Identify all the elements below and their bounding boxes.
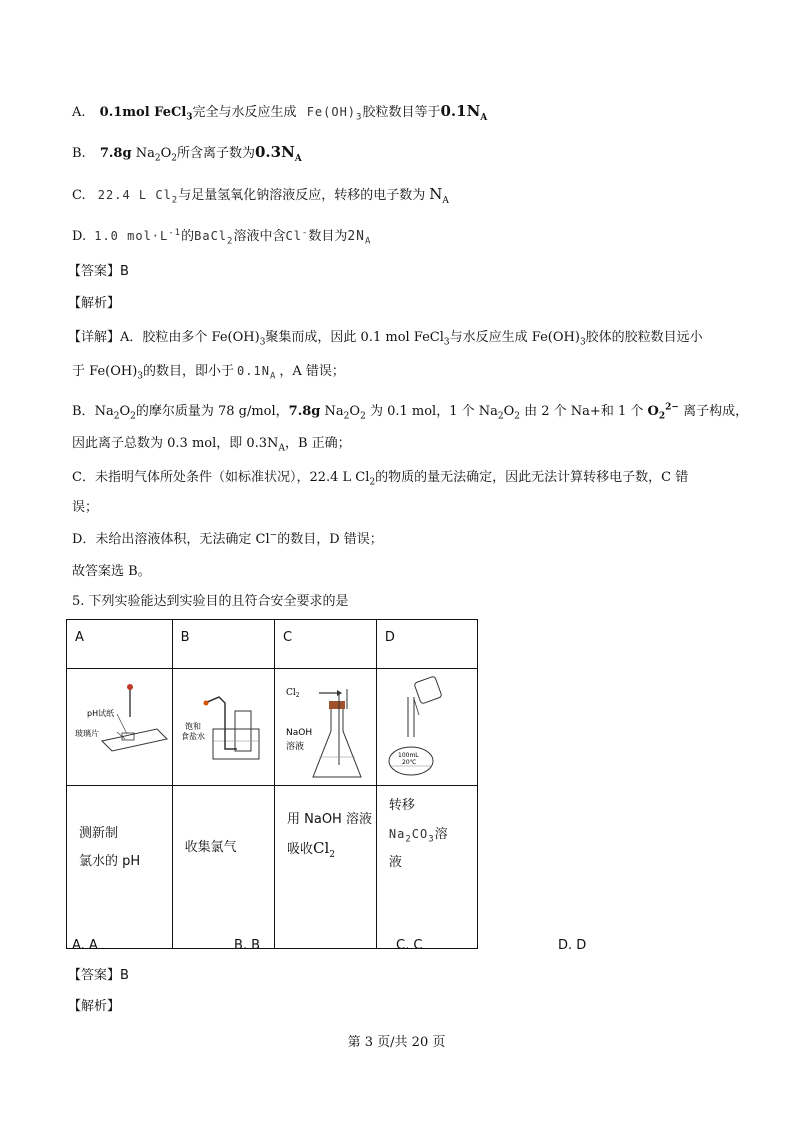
cell-a-text: 测新制 氯水的 pH	[67, 786, 173, 949]
answer-2	[68, 966, 129, 986]
detail-b-line1: B．$Na_2O_2$的摩尔质量为 78 g/mol，7.8g $Na_2O_2$ 为 0.1 mol，1 个 $Na_2O_2$ 由 2 个 Na+和 1 个 $O_2^{2-}$ 离子构成，	[72, 402, 749, 422]
cell-d-text: 转移 $Na_2CO_3$溶 液	[376, 786, 477, 949]
svg-text:饱和: 饱和	[184, 722, 201, 731]
value: $N_A$	[429, 185, 449, 206]
concentration: 1.0 $mol\cdot L^{-1}$	[94, 228, 182, 243]
option-text: 所含离子数为	[176, 146, 255, 161]
question-5-stem: 5. 下列实验能达到实验目的且符合安全要求的是	[72, 594, 349, 609]
answer-tag: 【答案】	[68, 968, 121, 983]
ph-test-illustration	[67, 669, 174, 785]
option-text: 溶液中含	[233, 229, 286, 244]
image-d	[376, 669, 477, 786]
detail-b-line2: 因此离子总数为 0.3 mol，即 $0.3N_A$，B 正确；	[72, 436, 351, 454]
analysis-tag-1: 【解析】	[68, 296, 121, 311]
formula: $Na_2O_2$	[135, 146, 177, 164]
option-text: 完全与水反应生成	[192, 105, 297, 120]
choice-a: A. A	[72, 938, 98, 953]
option-text: 胶粒数目等于	[362, 105, 441, 120]
gas: 22.4 L $Cl_2$	[97, 188, 179, 206]
solution-transfer-illustration	[377, 669, 475, 785]
header-c: C	[275, 620, 377, 669]
choice-b: B. B	[234, 938, 261, 953]
image-a	[67, 669, 173, 786]
header-b: B	[172, 620, 274, 669]
cell-c-text: 用 NaOH 溶液 吸收$Cl_2$	[275, 786, 377, 949]
svg-text:20℃: 20℃	[401, 759, 417, 766]
detail-c-line1: C．未指明气体所处条件（如标准状况），22.4 L $Cl_2$的物质的量无法确定，因此无法计算转移电子数，C 错	[72, 470, 689, 488]
cell-b-text: 收集氯气	[172, 786, 274, 949]
mass: 7.8g	[99, 146, 132, 161]
answer-value: B	[120, 968, 129, 983]
detail-a-line1: 【详解】A．胶粒由多个 $Fe(OH)_3$聚集而成，因此 0.1 mol FeCl$_3$与水反应生成 $Fe(OH)_3$胶体的胶粒数目远小	[68, 330, 703, 348]
ion: Cl-	[285, 228, 309, 243]
experiment-table	[66, 619, 478, 949]
option-b	[72, 142, 302, 164]
detail-a-line2: 于 $Fe(OH)_3$的数目，即小于 $0.1N_A$ ，A 错误；	[72, 364, 345, 382]
table-image-row	[67, 669, 478, 786]
header-a: A	[67, 620, 173, 669]
table-header-row	[67, 620, 478, 669]
option-text: 与足量氢氧化钠溶液反应，转移的电子数为	[178, 188, 426, 203]
detail-d-line: D．未给出溶液体积，无法确定 Cl−的数目，D 错误；	[72, 530, 383, 547]
option-label: A.	[72, 105, 86, 120]
table-text-row	[67, 786, 478, 949]
detail-c-line2: 误；	[72, 500, 99, 515]
svg-text:溶液: 溶液	[286, 742, 305, 752]
value: $0.1N_A$	[440, 102, 488, 123]
value: $2N_A$	[347, 229, 372, 247]
salt: BaCl$_2$	[194, 229, 234, 247]
detail-conclusion: 故答案选 B。	[72, 564, 151, 579]
option-a	[72, 101, 487, 123]
option-c	[72, 184, 449, 206]
gas-collection-illustration	[173, 669, 277, 785]
gas-absorption-illustration	[275, 669, 375, 785]
option-text: 数目为	[308, 229, 348, 244]
option-d	[72, 226, 371, 247]
image-b	[172, 669, 274, 786]
page-footer: 第 3 页/共 20 页	[347, 1035, 446, 1050]
choice-d: D. D	[558, 938, 587, 953]
answer-value: B	[120, 264, 129, 279]
choice-c: C. C	[396, 938, 423, 953]
detail-tag: 【详解】	[68, 330, 121, 345]
value: $0.3N_A$	[254, 143, 302, 164]
svg-text:100mL: 100mL	[397, 752, 419, 759]
answer-1	[68, 262, 129, 282]
option-label: D.	[72, 229, 87, 244]
svg-text:玻璃片: 玻璃片	[75, 729, 99, 738]
option-text: 的	[181, 229, 195, 244]
svg-text:Cl2: $Cl_2$	[286, 688, 300, 699]
image-c	[275, 669, 377, 786]
svg-text:NaOH: NaOH	[286, 728, 313, 738]
amount: 0.1mol FeCl$_3$	[99, 105, 193, 123]
svg-text:pH试纸: pH试纸	[87, 709, 115, 718]
svg-text:食盐水: 食盐水	[180, 732, 205, 741]
analysis-tag-2: 【解析】	[68, 999, 121, 1014]
formula: $Fe(OH)_3$	[306, 105, 363, 123]
option-label: C.	[72, 188, 86, 203]
option-label: B.	[72, 146, 86, 161]
header-d: D	[376, 620, 477, 669]
answer-tag: 【答案】	[68, 264, 121, 279]
